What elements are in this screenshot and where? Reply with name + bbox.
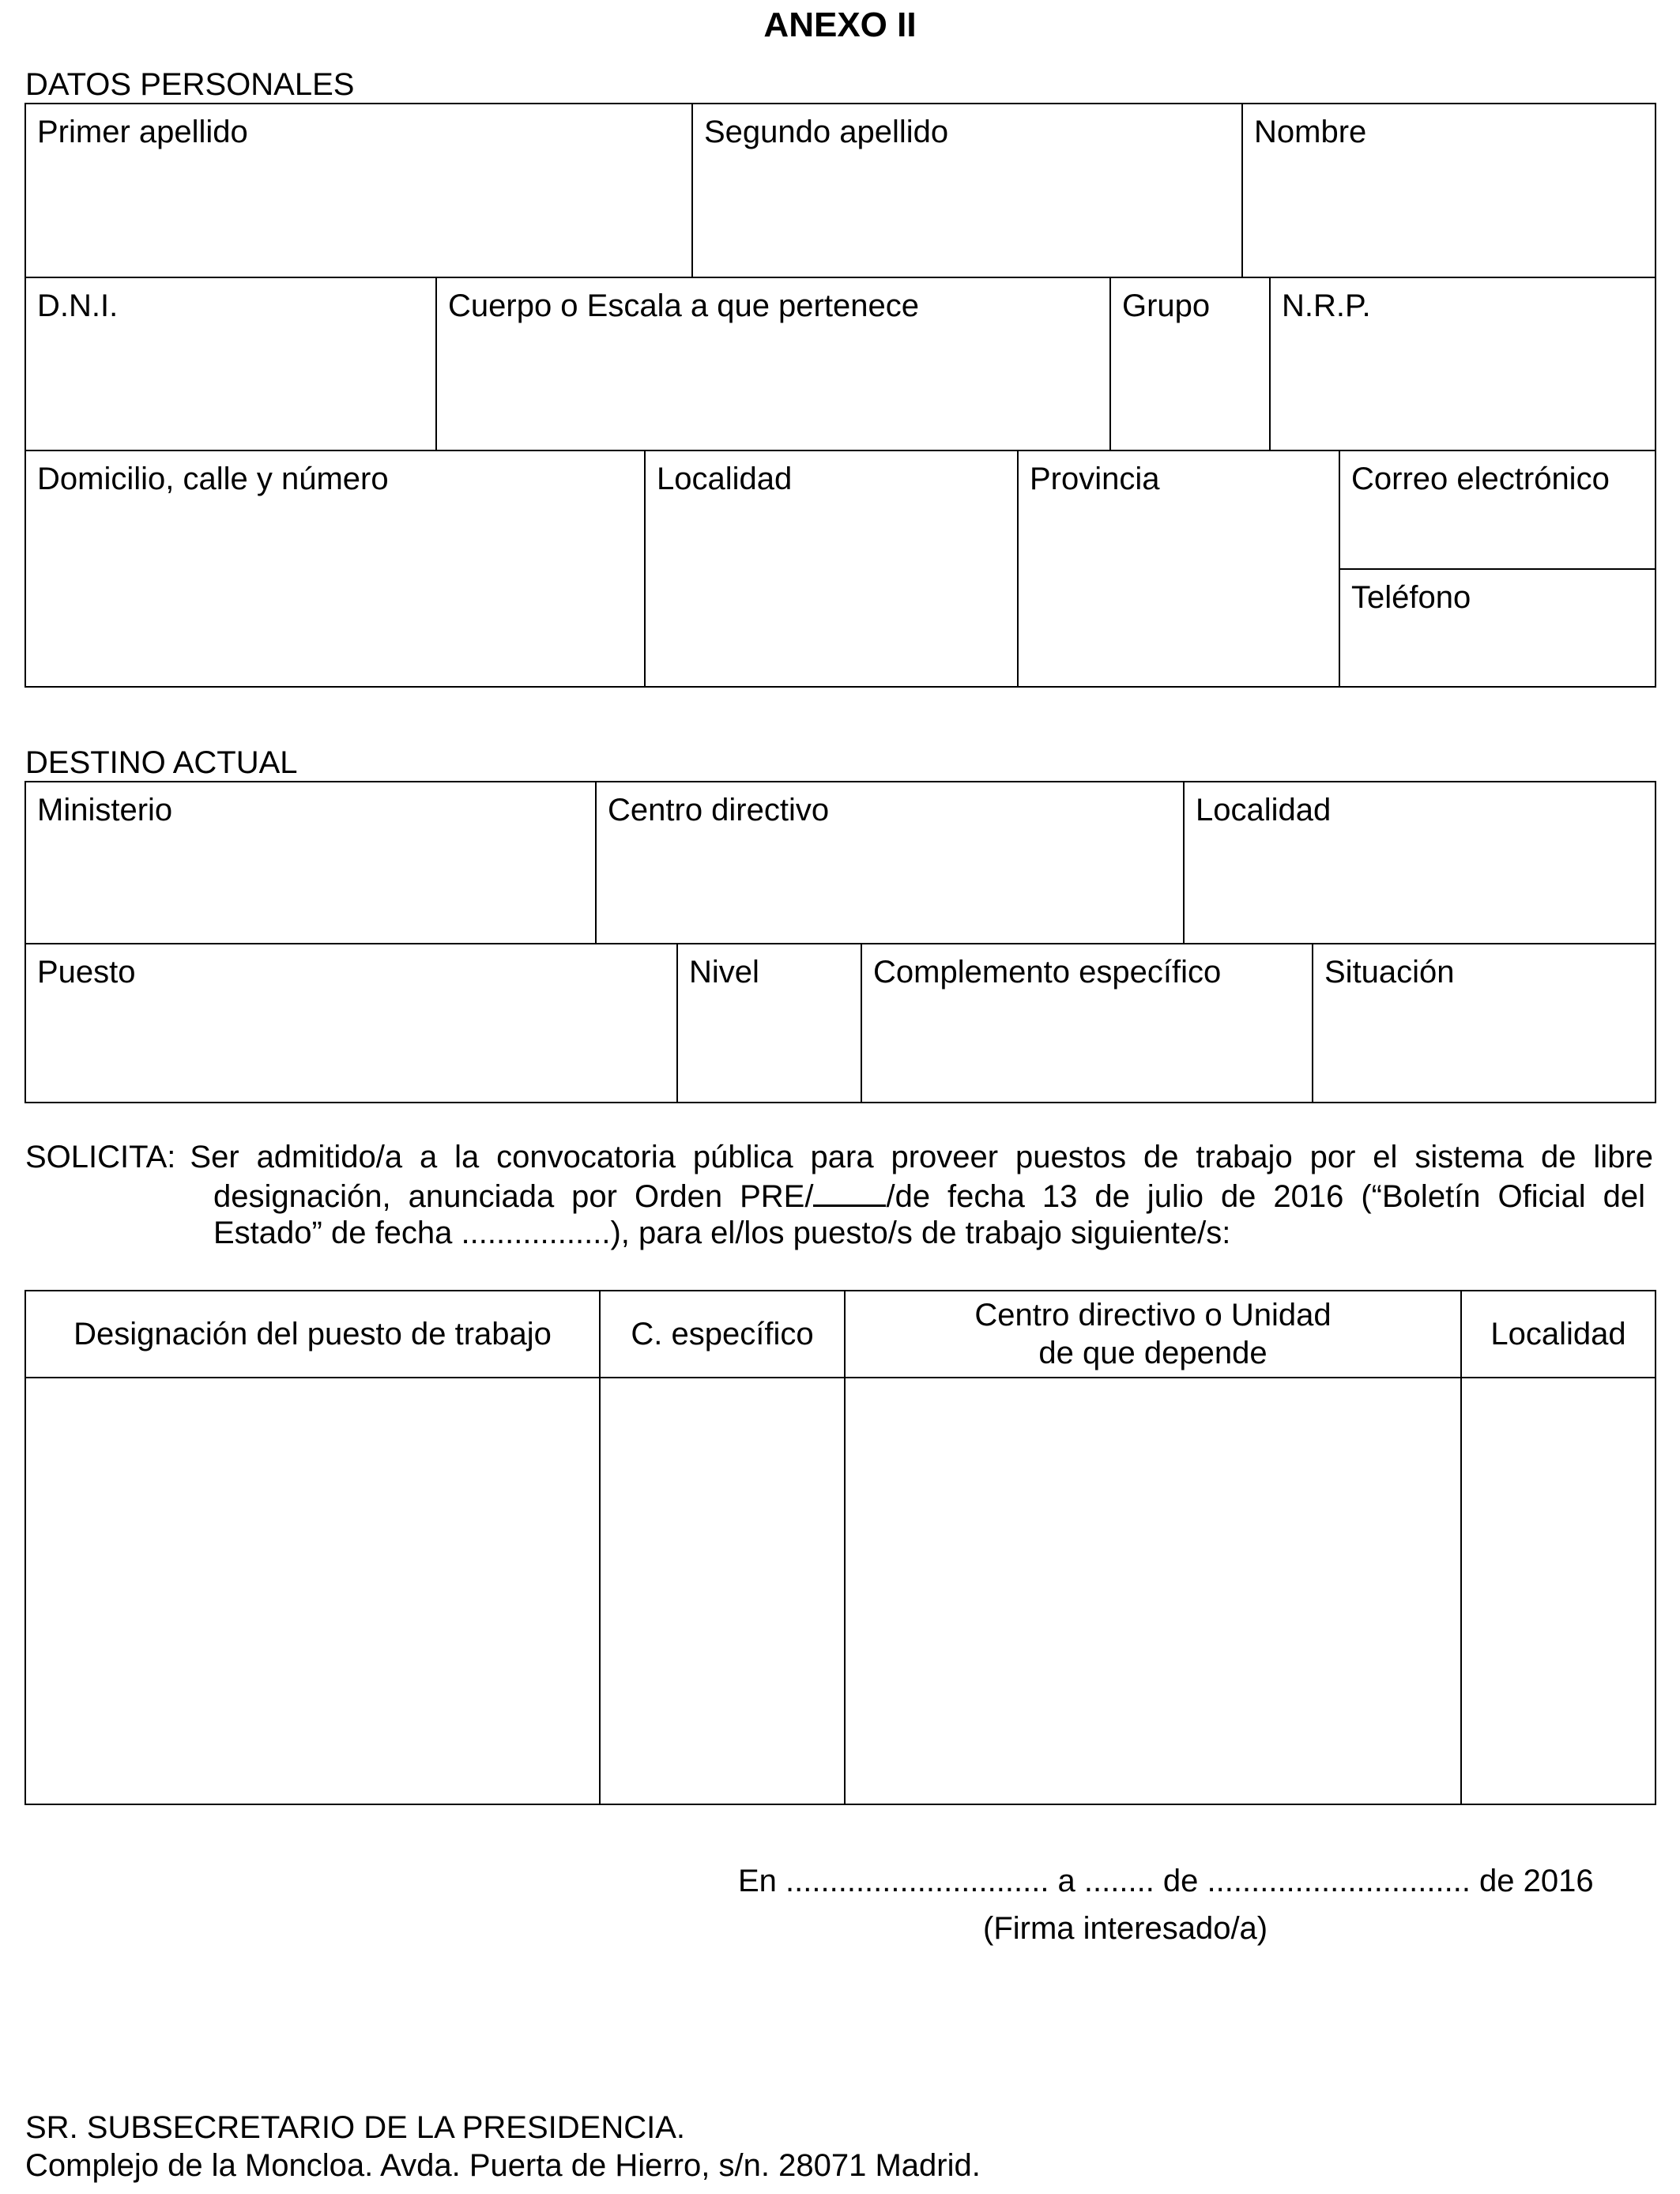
provincia-label: Provincia xyxy=(1030,462,1160,496)
dni-field[interactable] xyxy=(26,278,437,451)
destino-row-2 xyxy=(26,943,1655,1103)
document-title: ANEXO II xyxy=(763,6,917,44)
puestos-table xyxy=(24,1290,1656,1805)
contact-cell xyxy=(1340,451,1655,688)
situacion-field[interactable] xyxy=(1313,944,1655,1103)
ministerio-field[interactable] xyxy=(26,782,597,943)
nrp-field[interactable] xyxy=(1271,278,1655,451)
section-heading-destino: DESTINO ACTUAL xyxy=(25,745,298,780)
correo-field[interactable] xyxy=(1340,451,1655,568)
section-heading-personal: DATOS PERSONALES xyxy=(25,67,355,102)
designacion-input[interactable] xyxy=(26,1378,601,1804)
grupo-field[interactable] xyxy=(1111,278,1271,451)
personal-row-2 xyxy=(26,277,1655,451)
domicilio-label: Domicilio, calle y número xyxy=(37,462,389,496)
localidad-field[interactable] xyxy=(646,451,1019,688)
centro-directivo-field[interactable] xyxy=(597,782,1185,943)
centro-directivo-label: Centro directivo xyxy=(608,793,830,827)
solicita-text-2a: designación, anunciada por Orden PRE/ xyxy=(213,1179,814,1214)
date-line: En .............................. a ........ de .............................. de 2016 xyxy=(738,1864,1594,1898)
puestos-body-row xyxy=(26,1377,1655,1804)
segundo-apellido-field[interactable] xyxy=(693,104,1243,277)
grupo-label: Grupo xyxy=(1122,288,1211,323)
dni-label: D.N.I. xyxy=(37,288,119,323)
solicita-label: SOLICITA: xyxy=(25,1140,176,1174)
destino-localidad-label: Localidad xyxy=(1196,793,1332,827)
cuerpo-field[interactable] xyxy=(437,278,1111,451)
destino-row-1 xyxy=(26,782,1655,943)
destino-grid xyxy=(24,781,1656,1103)
solicita-line-1 xyxy=(25,1138,1653,1176)
c-especifico-input[interactable] xyxy=(601,1378,846,1804)
solicita-text-1: Ser admitido/a a la convocatoria pública para proveer puestos de trabajo por el sistema de libre xyxy=(190,1140,1653,1174)
correo-label: Correo electrónico xyxy=(1351,462,1610,496)
primer-apellido-label: Primer apellido xyxy=(37,115,248,149)
segundo-apellido-label: Segundo apellido xyxy=(704,115,949,149)
personal-row-1 xyxy=(26,104,1655,277)
personal-data-grid xyxy=(24,103,1656,688)
puesto-field[interactable] xyxy=(26,944,678,1103)
nivel-field[interactable] xyxy=(678,944,862,1103)
telefono-label: Teléfono xyxy=(1351,580,1471,615)
puesto-label: Puesto xyxy=(37,955,136,990)
col-header-designacion: Designación del puesto de trabajo xyxy=(26,1291,601,1377)
primer-apellido-field[interactable] xyxy=(26,104,693,277)
localidad-input[interactable] xyxy=(1462,1378,1655,1804)
recipient-line-1: SR. SUBSECRETARIO DE LA PRESIDENCIA. xyxy=(25,2110,686,2145)
ministerio-label: Ministerio xyxy=(37,793,173,827)
solicita-text-3: Estado” de fecha .................), para el/los puesto/s de trabajo siguiente/s: xyxy=(213,1216,1231,1250)
localidad-label: Localidad xyxy=(657,462,793,496)
puestos-header-row xyxy=(26,1291,1655,1377)
nrp-label: N.R.P. xyxy=(1282,288,1371,323)
solicita-line-2 xyxy=(213,1176,1645,1216)
col-header-centro-line1: Centro directivo o Unidad xyxy=(974,1298,1332,1333)
cuerpo-label: Cuerpo o Escala a que pertenece xyxy=(448,288,919,323)
nombre-label: Nombre xyxy=(1254,115,1367,149)
centro-input[interactable] xyxy=(846,1378,1462,1804)
solicita-text-2b: /de fecha 13 de julio de 2016 (“Boletín Oficial del xyxy=(886,1179,1645,1214)
orden-number-blank[interactable] xyxy=(813,1176,886,1207)
nivel-label: Nivel xyxy=(689,955,759,990)
telefono-field[interactable] xyxy=(1340,570,1655,688)
destino-localidad-field[interactable] xyxy=(1185,782,1655,943)
firma-label: (Firma interesado/a) xyxy=(983,1911,1268,1946)
col-header-centro-line2: de que depende xyxy=(1038,1336,1268,1370)
complemento-field[interactable] xyxy=(862,944,1313,1103)
personal-row-3 xyxy=(26,450,1655,688)
col-header-centro xyxy=(846,1291,1462,1377)
provincia-field[interactable] xyxy=(1019,451,1340,688)
domicilio-field[interactable] xyxy=(26,451,646,688)
col-header-c-especifico: C. específico xyxy=(601,1291,846,1377)
complemento-label: Complemento específico xyxy=(873,955,1222,990)
recipient-line-2: Complejo de la Moncloa. Avda. Puerta de Hierro, s/n. 28071 Madrid. xyxy=(25,2148,981,2183)
col-header-localidad: Localidad xyxy=(1490,1317,1626,1351)
situacion-label: Situación xyxy=(1324,955,1455,990)
nombre-field[interactable] xyxy=(1243,104,1655,277)
